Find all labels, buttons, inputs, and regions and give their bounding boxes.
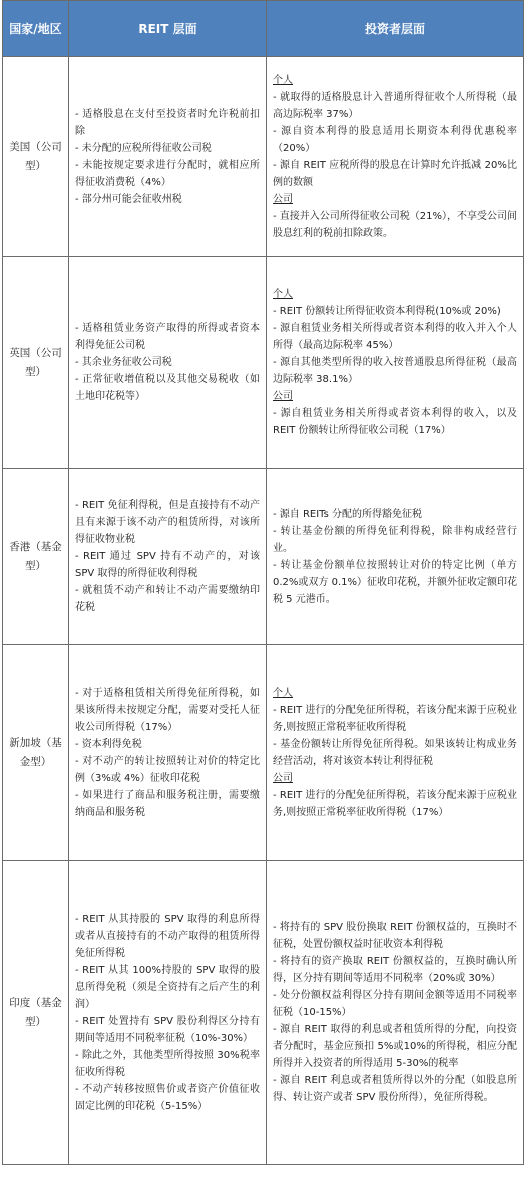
investor-rule-item: - 转让基金份额单位按照转让对价的特定比例（单方 0.2%或双方 0.1%）征收印花税，并额外征收定额印花税 5 元港币。 [273, 559, 517, 605]
investor-level-cell [267, 257, 524, 469]
reit-rule-item: - 未能按规定要求进行分配时，就相应所得征收消费税（4%） [75, 159, 260, 188]
reit-level-cell [69, 57, 267, 257]
reit-rule-item: - REIT 处置持有 SPV 股份利得区分持有期间等适用不同税率征税（10%-30%） [75, 1015, 260, 1044]
investor-rule-item: - REIT 进行的分配免征所得税，若该分配来源于应税业务,则按照正常税率征收所得税 [273, 704, 517, 733]
investor-rule-item: - 就取得的适格股息计入普通所得征收个人所得税（最高边际税率 37%） [273, 91, 517, 120]
reit-level-cell [69, 257, 267, 469]
investor-rule-item: - 源自租赁业务相关所得或者资本利得的收入，以及 REIT 份额转让所得征收公司税（17%） [273, 408, 517, 436]
country-cell: 英国（公司型） [3, 257, 69, 469]
header-investor-level: 投资者层面 [267, 1, 524, 57]
row-india [3, 861, 524, 1165]
investor-type-heading: 公司 [273, 193, 293, 205]
reit-rule-item: - 对不动产的转让按照转让对价的特定比例（3%或 4%）征收印花税 [75, 755, 260, 784]
investor-rule-item: - 源自其他类型所得的收入按普通股息所得征税（最高边际税率 38.1%） [273, 357, 517, 385]
investor-type-heading: 个人 [273, 289, 293, 300]
header-reit-level: REIT 层面 [69, 1, 267, 57]
investor-rule-item: - 源自 REITs 分配的所得豁免征税 [273, 508, 423, 520]
investor-rule-item: - REIT 份额转让所得征收资本利得税(10%或 20%) [273, 306, 501, 317]
row-singapore [3, 645, 524, 861]
investor-rule-item: - 将持有的 SPV 股份换取 REIT 份额权益的，互换时不征税，处置份额权益时征收资本利得税 [273, 922, 517, 950]
header-row [3, 1, 524, 57]
investor-level-cell [267, 469, 524, 645]
reit-rule-item: - REIT 免征利得税，但是直接持有不动产且有来源于该不动产的租赁所得，对该所得征收物业税 [75, 500, 260, 545]
investor-type-heading: 公司 [273, 391, 293, 402]
investor-rule-item: - 源自 REIT 取得的利息或者租赁所得的分配，向投资者分配时，基金应预扣 5%或10%的所得税，相应分配所得并入投资者的所得适用 5-30%的税率 [273, 1024, 517, 1069]
investor-rule-item: - 源自资本利得的股息适用长期资本利得优惠税率（20%） [273, 125, 517, 154]
country-cell: 香港（基金型） [3, 469, 69, 645]
investor-rule-item: - 将持有的资产换取 REIT 份额权益的，互换时确认所得，区分持有期间等适用不同税率（20%或 30%） [273, 956, 517, 984]
reit-rule-item: - REIT 从其 100%持股的 SPV 取得的股息所得免税（须是全资持有之后产生的利润） [75, 964, 260, 1010]
investor-rule-item: - 源自租赁业务相关所得或者资本利得的收入并入个人所得（最高边际税率 45%） [273, 323, 517, 351]
reit-rule-item: - REIT 通过 SPV 持有不动产的，对该 SPV 取得的所得征收利得税 [75, 551, 260, 579]
row-united-states [3, 57, 524, 257]
investor-rule-item: - REIT 进行的分配免征所得税，若该分配来源于应税业务,则按照正常税率征收所得税（17%） [273, 789, 517, 818]
header-country: 国家/地区 [3, 1, 69, 57]
investor-type-heading: 个人 [273, 687, 293, 699]
reit-rule-item: - 资本利得免税 [75, 738, 142, 750]
reit-rule-item: - 适格股息在支付至投资者时允许税前扣除 [75, 108, 260, 137]
country-cell: 新加坡（基金型） [3, 645, 69, 861]
investor-rule-item: - 转让基金份额的所得免征利得税，除非构成经营行业。 [273, 525, 517, 554]
investor-type-heading: 个人 [273, 74, 293, 86]
reit-rule-item: - 不动产转移按照售价或者资产价值征收固定比例的印花税（5-15%） [75, 1083, 260, 1112]
country-cell: 印度（基金型） [3, 861, 69, 1165]
row-hong-kong [3, 469, 524, 645]
table-body [3, 57, 524, 1165]
reit-level-cell [69, 861, 267, 1165]
reit-rule-item: - 未分配的应税所得征收公司税 [75, 142, 212, 154]
investor-rule-item: - 处分份额权益利得区分持有期间金额等适用不同税率征税（10-15%） [273, 990, 517, 1018]
investor-level-cell [267, 861, 524, 1165]
reit-rule-item: - 就租赁不动产和转让不动产需要缴纳印花税 [75, 585, 260, 613]
investor-rule-item: - 源自 REIT 利息或者租赁所得以外的分配（如股息所得、转让资产或者 SPV 股份所得），免征所得税。 [273, 1075, 517, 1103]
reit-rule-item: - 除此之外，其他类型所得按照 30%税率征收所得税 [75, 1049, 260, 1078]
row-united-kingdom [3, 257, 524, 469]
tax-comparison-table [2, 0, 524, 1165]
investor-level-cell [267, 645, 524, 861]
investor-type-heading: 公司 [273, 772, 293, 784]
country-cell: 美国（公司型） [3, 57, 69, 257]
reit-level-cell [69, 469, 267, 645]
investor-level-cell [267, 57, 524, 257]
investor-rule-item: - 源自 REIT 应税所得的股息在计算时允许抵减 20%比例的数额 [273, 159, 517, 188]
reit-rule-item: - REIT 从其持股的 SPV 取得的利息所得或者从直接持有的不动产取得的租赁所得免征所得税 [75, 913, 260, 959]
reit-level-cell [69, 645, 267, 861]
reit-rule-item: - 适格租赁业务资产取得的所得或者资本利得免征公司税 [75, 323, 260, 351]
reit-rule-item: - 对于适格租赁相关所得免征所得税，如果该所得未按规定分配，需要对受托人征收公司所得税（17%） [75, 687, 260, 733]
reit-rule-item: - 其余业务征收公司税 [75, 357, 172, 368]
investor-rule-item: - 基金份额转让所得免征所得税。如果该转让构成业务经营活动，将对该资本转让利得征税 [273, 738, 517, 767]
reit-rule-item: - 正常征收增值税以及其他交易税收（如土地印花税等） [75, 374, 260, 402]
reit-rule-item: - 如果进行了商品和服务税注册，需要缴纳商品和服务税 [75, 789, 260, 818]
investor-rule-item: - 直接并入公司所得征收公司税（21%），不享受公司间股息红利的税前扣除政策。 [273, 210, 518, 239]
reit-rule-item: - 部分州可能会征收州税 [75, 193, 182, 205]
